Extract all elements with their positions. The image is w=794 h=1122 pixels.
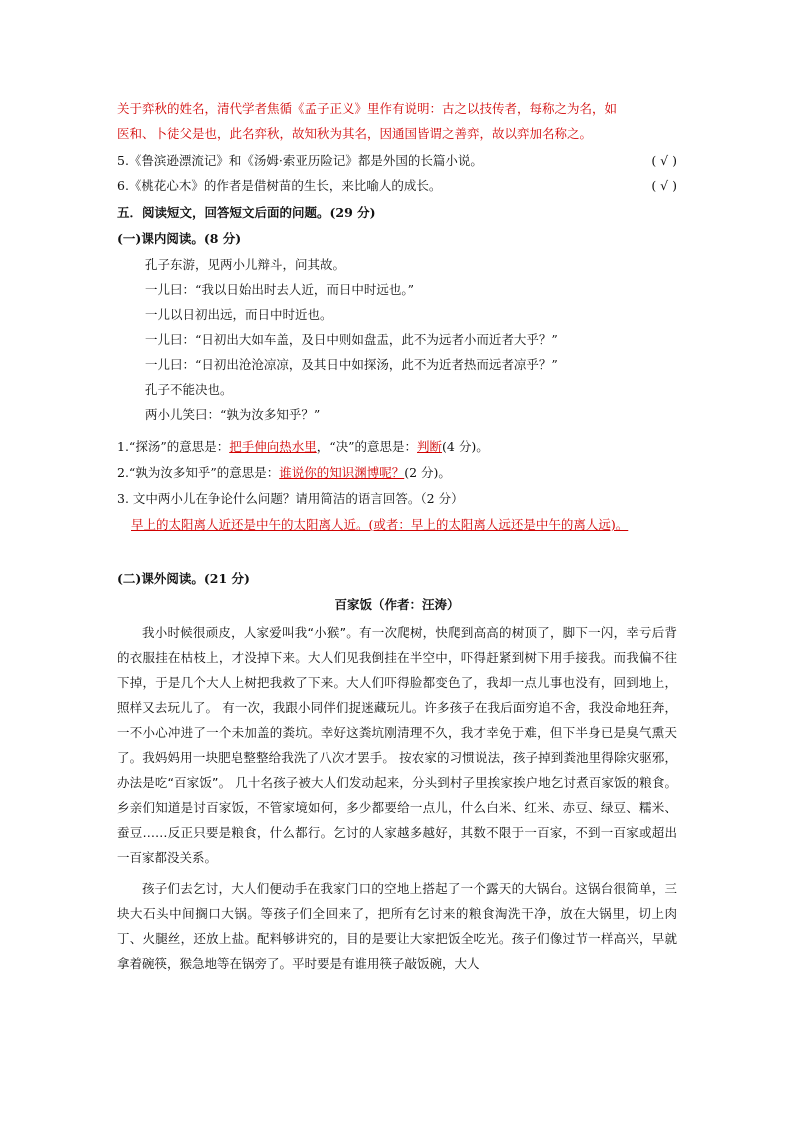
classical-line-6: 孔子不能决也。 — [145, 382, 233, 397]
q2-answer: 谁说你的知识渊博呢？ — [279, 465, 405, 480]
judgement-text-6: 6.《桃花心木》的作者是借树苗的生长，来比喻人的成长。 — [117, 178, 442, 193]
classical-line-2: 一儿曰：“我以日始出时去人近，而日中时远也。” — [145, 282, 415, 297]
q2-suffix: (2 分)。 — [404, 465, 451, 480]
q3-answer: 早上的太阳离人近还是中午的太阳离人近。(或者：早上的太阳离人远还是中午的离人远)。 — [131, 517, 629, 532]
q1-prefix: 1.“探汤”的意思是： — [117, 439, 230, 454]
q1-answer-b: 判断 — [417, 439, 443, 454]
question-3: 3. 文中两小儿在争论什么问题？请用简洁的语言回答。（2 分） — [117, 491, 464, 506]
classical-line-7: 两小儿笑曰：“孰为汝多知乎？” — [145, 407, 321, 422]
classical-line-4: 一儿曰：“日初出大如车盖，及日中则如盘盂，此不为远者小而近者大乎？” — [145, 332, 558, 347]
section5-heading: 五．阅读短文，回答短文后面的问题。(29 分) — [117, 205, 376, 220]
q1-middle: ，“决”的意思是： — [316, 439, 418, 454]
q2-prefix: 2.“孰为汝多知乎”的意思是： — [117, 465, 280, 480]
judgement-item-6 — [117, 173, 677, 198]
classical-line-1: 孔子东游，见两小儿辩斗，问其故。 — [145, 257, 346, 272]
q1-answer-a: 把手伸向热水里 — [229, 439, 317, 454]
judgement-text-5: 5.《鲁滨逊漂流记》和《汤姆·索亚历险记》都是外国的长篇小说。 — [117, 153, 483, 168]
answer-note-red — [117, 96, 677, 146]
part2-heading: (二)课外阅读。(21 分) — [117, 571, 250, 586]
classical-passage — [117, 252, 677, 427]
judgement-item-5 — [117, 148, 677, 173]
story-body — [117, 620, 677, 976]
question-2 — [117, 460, 677, 485]
story-title: 百家饭（作者：汪涛） — [334, 597, 460, 612]
q1-suffix: (4 分)。 — [442, 439, 489, 454]
judgement-list — [117, 148, 677, 198]
answer-note-line-1: 关于弈秋的姓名，清代学者焦循《孟子正义》里作有说明：古之以技传者，每称之为名，如 — [117, 101, 618, 116]
judgement-mark-5: ( √ ) — [651, 153, 677, 168]
question-1 — [117, 434, 677, 459]
classical-line-5: 一儿曰：“日初出沧沧凉凉，及其日中如探汤，此不为近者热而远者凉乎？” — [145, 357, 558, 372]
answer-note-line-2: 医和、卜徒父是也，此名弈秋，故知秋为其名，因通国皆谓之善弈，故以弈加名称之。 — [117, 126, 593, 141]
judgement-mark-6: ( √ ) — [651, 178, 677, 193]
story-paragraph-2: 孩子们去乞讨，大人们便动手在我家门口的空地上搭起了一个露天的大锅台。这锅台很简单，三块大石头中间搁口大锅。等孩子们全回来了，把所有乞讨来的粮食淘洗干净，放在大锅里，切上肉丁、火腿丝，还放上盐。配料够讲究的，目的是要让大家把饭全吃光。孩子们像过节一样高兴，早就拿着碗筷，猴急地等在锅旁了。平时要是有谁用筷子敲饭碗，大人 — [117, 881, 677, 971]
story-paragraph-1: 我小时候很顽皮，人家爱叫我“小猴”。有一次爬树，快爬到高高的树顶了，脚下一闪，幸亏后背的衣服挂在枯枝上，才没掉下来。大人们见我倒挂在半空中，吓得赶紧到树下用手接我。而我偏不往下掉，于是几个大人上树把我救了下来。大人们吓得脸都变色了，我却一点儿事也没有，回到地上，照样又去玩儿了。 有一次，我跟小同伴们捉迷藏玩儿。许多孩子在我后面穷追不舍，我没命地狂奔，一不小心冲进了一个未加盖的粪坑。幸好这粪坑刚清理不久，我才幸免于难，但下半身已是臭气熏天了。我妈妈用一块肥皂整整给我洗了八次才罢手。 按农家的习惯说法，孩子掉到粪池里得除灾驱邪，办法是吃“百家饭”。 几十名孩子被大人们发动起来，分头到村子里挨家挨户地乞讨煮百家饭的粮食。乡亲们知道是讨百家饭，不管家境如何，多少都要给一点儿，什么白米、红米、赤豆、绿豆、糯米、蚕豆……反正只要是粮食，什么都行。乞讨的人家越多越好，其数不限于一百家，不到一百家或超出一百家都没关系。 — [117, 625, 677, 865]
part1-heading: (一)课内阅读。(8 分) — [117, 231, 242, 246]
classical-line-3: 一儿以日初出远，而日中时近也。 — [145, 307, 333, 322]
